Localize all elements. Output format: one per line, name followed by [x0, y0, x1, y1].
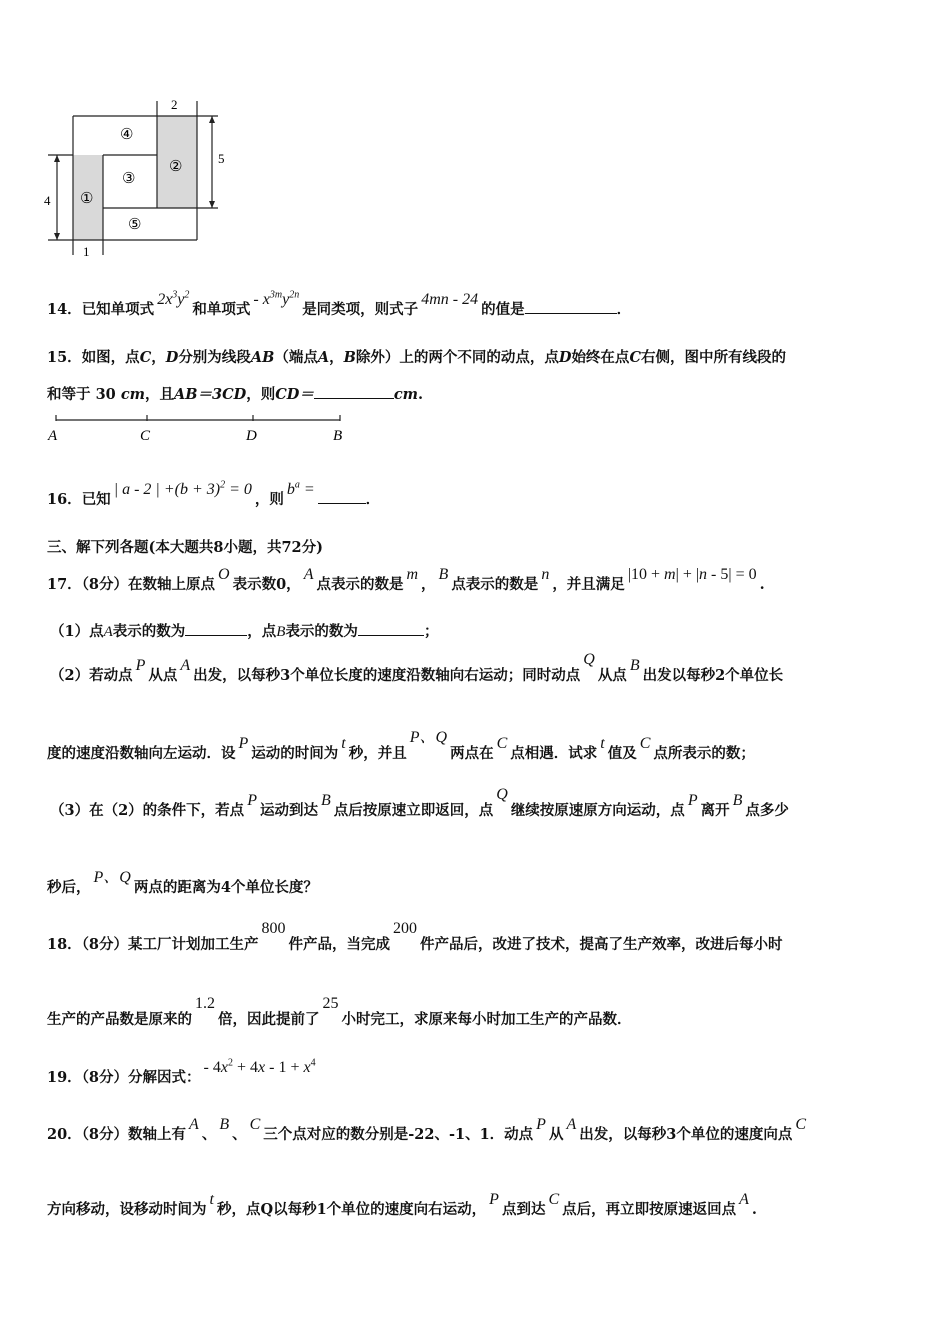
region-2-label: ② [169, 159, 183, 175]
q18-text-2: 件产品，当完成 [288, 936, 391, 953]
q14-text-4: 的值是 [481, 301, 525, 318]
var-c: C [249, 1116, 261, 1133]
question-17-part-3-line-2 [47, 869, 318, 897]
q18-score: （8分） [81, 936, 129, 953]
comma: ， [329, 349, 344, 366]
q15-number: 15． [47, 349, 82, 366]
var-b: B [219, 1116, 230, 1133]
section-heading: 三、解下列各题(本大题共8小题，共72分) [47, 539, 323, 556]
var-a-3: A [739, 1191, 749, 1208]
q15-text-7: 和等于 [47, 386, 91, 403]
var-q: Q [496, 786, 508, 803]
q20-text-5: 方向移动，设移动时间为 [47, 1201, 207, 1218]
dim-label-4: 4 [44, 193, 51, 208]
monomial-2: - $x^{3m}y^{2n}$ [253, 289, 300, 308]
answer-blank[interactable] [314, 384, 394, 399]
answer-blank[interactable] [318, 489, 366, 504]
var-p-2: P [687, 792, 698, 809]
monomial-1: $2x^3y^2$ [157, 289, 190, 308]
question-17-line-1 [47, 566, 765, 594]
question-14 [47, 289, 632, 319]
q15-text-1: 如图，点 [81, 349, 140, 366]
q15-text-4: 除外）上的两个不同的动点，点 [355, 349, 559, 366]
seg-point-d: D [246, 428, 257, 444]
var-q: Q [583, 651, 595, 668]
p1-text-3: 表示的数为 [285, 623, 358, 640]
p1-text-2: ，点 [247, 623, 277, 640]
value-30: 30 [95, 386, 116, 403]
p1-lead: （1）点 [50, 623, 104, 640]
p2-text-5: 度的速度沿数轴向左运动．设 [47, 745, 236, 762]
q20-text-8: 点后，再立即按原速返回点 [562, 1201, 737, 1218]
question-17-part-3-line-1 [50, 786, 789, 820]
question-15-line-2 [47, 383, 423, 404]
question-20-line-2 [47, 1191, 757, 1219]
q18-text-4: 生产的产品数是原来的 [47, 1011, 192, 1028]
unit-cm-2: cm [393, 386, 418, 403]
var-b: B [276, 624, 286, 640]
p3-text-7: 两点的距离为4个单位长度？ [133, 879, 318, 896]
var-b-2: B [732, 792, 743, 809]
var-p: P [247, 792, 257, 809]
question-16 [47, 479, 381, 509]
var-c-2: C [795, 1116, 806, 1133]
q15-text-6: 右侧，图中所有线段的 [640, 349, 786, 366]
p3-text-6: 秒后， [47, 879, 91, 896]
q15-text-3: （端点 [274, 349, 318, 366]
q18-text-1: 某工厂计划加工生产 [128, 936, 259, 953]
point-d-2: D [558, 349, 572, 366]
question-17-part-2-line-1 [50, 651, 784, 685]
q19-text-1: 分解因式： [128, 1069, 201, 1086]
region-4-label: ④ [120, 127, 134, 143]
seg-point-b: B [333, 428, 343, 444]
p3-text-4: 离开 [700, 802, 730, 819]
q18-number: 18． [47, 936, 82, 953]
question-15-line-1 [47, 346, 786, 367]
q17-text-5: 点表示的数是 [451, 576, 539, 593]
p2-lead: （2）若动点 [50, 667, 133, 684]
region-3-label: ③ [122, 171, 136, 187]
unit-cm: cm [120, 386, 145, 403]
p2-text-6: 运动的时间为 [251, 745, 339, 762]
p2-text-4: 出发以每秒2个单位长 [642, 667, 784, 684]
q20-number: 20． [47, 1126, 82, 1143]
q17-text-3: 点表示的数是 [316, 576, 404, 593]
answer-blank-b[interactable] [358, 621, 424, 636]
q15-text-9: ，则 [246, 386, 276, 403]
p2-text-2: 出发，以每秒3个单位长度的速度沿数轴向右运动；同时动点 [193, 667, 581, 684]
q14-number: 14． [47, 301, 82, 318]
var-t: t [209, 1191, 214, 1208]
value-25: 25 [322, 995, 339, 1012]
separator: 、 [201, 1126, 217, 1143]
dim-label-1: 1 [83, 244, 90, 259]
question-18-line-1 [47, 920, 783, 954]
q14-text-2: 和单项式 [192, 301, 251, 318]
region-1-label: ① [80, 191, 94, 207]
var-p: P [135, 657, 146, 674]
p2-text-11: 点所表示的数； [653, 745, 755, 762]
answer-blank[interactable] [525, 299, 617, 314]
p3-lead: （3）在（2）的条件下，若点 [50, 802, 245, 819]
points-p-q: P、Q [409, 729, 448, 746]
segment-figure [44, 412, 354, 446]
q20-text-2: 三个点对应的数分别是-22、-1、1．动点 [263, 1126, 534, 1143]
q17-end: . [759, 576, 765, 593]
q20-text-4: 出发，以每秒3个单位的速度向点 [579, 1126, 793, 1143]
q17-score: （8分） [81, 576, 129, 593]
var-b: B [320, 792, 331, 809]
seg-point-c: C [140, 428, 151, 444]
power-b-a: $b^a$ = [286, 479, 315, 498]
q20-end: . [751, 1201, 757, 1218]
q18-text-5: 倍，因此提前了 [218, 1011, 320, 1028]
question-18-line-2 [47, 995, 632, 1029]
area-figure [40, 95, 240, 260]
q17-text-4: ， [421, 576, 436, 593]
p3-text-1: 运动到达 [259, 802, 318, 819]
var-b: B [438, 566, 449, 583]
var-a: A [180, 657, 191, 674]
p1-text-1: 表示的数为 [112, 623, 186, 640]
expression-4mn: 4mn - 24 [421, 291, 479, 308]
equation-ab-3cd: AB＝3CD [173, 386, 247, 403]
var-t: t [341, 735, 346, 752]
var-p-2: P [489, 1191, 499, 1208]
p2-text-8: 两点在 [450, 745, 494, 762]
p1-end: ； [423, 623, 439, 640]
question-17-part-1 [50, 620, 438, 641]
q15-text-8: ，且 [144, 386, 174, 403]
var-c-2: C [639, 735, 651, 752]
p3-text-2: 点后按原速立即返回，点 [333, 802, 494, 819]
segment-ab: AB [250, 349, 275, 366]
p3-text-3: 继续按原速原方向运动，点 [510, 802, 685, 819]
var-p: P [238, 735, 249, 752]
var-b: B [629, 657, 640, 674]
q17-text-1: 在数轴上原点 [128, 576, 216, 593]
q16-number: 16． [47, 491, 82, 508]
q19-number: 19． [47, 1069, 82, 1086]
p2-text-3: 从点 [597, 667, 627, 684]
q16-end: ． [365, 491, 381, 508]
var-a: A [103, 624, 113, 640]
point-d: D [165, 349, 179, 366]
p2-text-9: 点相遇．试求 [510, 745, 598, 762]
seg-point-a: A [48, 428, 58, 444]
q17-number: 17． [47, 576, 82, 593]
points-p-q: P、Q [93, 869, 131, 886]
q16-text-1: 已知 [81, 491, 111, 508]
question-17-part-2-line-2 [47, 729, 755, 763]
value-800: 800 [261, 920, 286, 937]
polynomial: - $4x^2 + 4x - 1 + x^4$ [203, 1057, 316, 1076]
q14-text-3: 是同类项，则式子 [302, 301, 419, 318]
point-b: B [343, 349, 356, 366]
var-o: O [218, 566, 230, 583]
var-c: C [496, 735, 508, 752]
q20-text-6: 秒，点Q以每秒1个单位的速度向右运动， [216, 1201, 487, 1218]
q15-end: . [418, 386, 424, 403]
point-a: A [317, 349, 330, 366]
value-200: 200 [393, 920, 418, 937]
var-t-2: t [600, 735, 605, 752]
q15-text-2: 分别为线段 [178, 349, 251, 366]
dim-label-2: 2 [171, 97, 178, 112]
q18-text-6: 小时完工，求原来每小时加工生产的产品数． [341, 1011, 632, 1028]
value-1-2: 1.2 [195, 995, 215, 1012]
comma: ， [151, 349, 166, 366]
question-19 [47, 1057, 319, 1087]
condition-equation: | a - 2 | $+(b + 3)^2 = 0$ [113, 479, 252, 498]
q17-text-2: 表示数0， [232, 576, 301, 593]
point-c-2: C [629, 349, 641, 366]
q14-text-1: 已知单项式 [81, 301, 155, 318]
var-p: P [536, 1116, 546, 1133]
q14-end: ． [616, 301, 632, 318]
var-m: m [406, 566, 419, 583]
region-5-label: ⑤ [128, 217, 142, 233]
dim-label-5: 5 [218, 151, 225, 166]
var-n: n [541, 566, 550, 583]
abs-equation: |10 + m| + |n - 5| = 0 [627, 566, 757, 583]
q20-text-3: 从 [548, 1126, 564, 1143]
var-a: A [303, 566, 314, 583]
p2-text-10: 值及 [607, 745, 637, 762]
cd-label: CD＝ [275, 386, 314, 403]
q20-text-7: 点到达 [501, 1201, 546, 1218]
var-a: A [189, 1116, 199, 1133]
var-a-2: A [566, 1116, 577, 1133]
point-c: C [139, 349, 152, 366]
question-20-line-1 [47, 1116, 809, 1144]
q15-text-5: 始终在点 [571, 349, 630, 366]
answer-blank-a[interactable] [185, 621, 247, 636]
p2-text-7: 秒，并且 [348, 745, 407, 762]
q16-text-2: ，则 [254, 491, 284, 508]
q19-score: （8分） [81, 1069, 129, 1086]
p3-text-5: 点多少 [745, 802, 789, 819]
q20-score: （8分） [81, 1126, 129, 1143]
separator: 、 [232, 1126, 247, 1143]
var-c-3: C [548, 1191, 560, 1208]
q17-text-6: ，并且满足 [552, 576, 625, 593]
q20-text-1: 数轴上有 [128, 1126, 187, 1143]
q18-text-3: 件产品后，改进了技术，提高了生产效率，改进后每小时 [420, 936, 783, 953]
p2-text-1: 从点 [148, 667, 178, 684]
